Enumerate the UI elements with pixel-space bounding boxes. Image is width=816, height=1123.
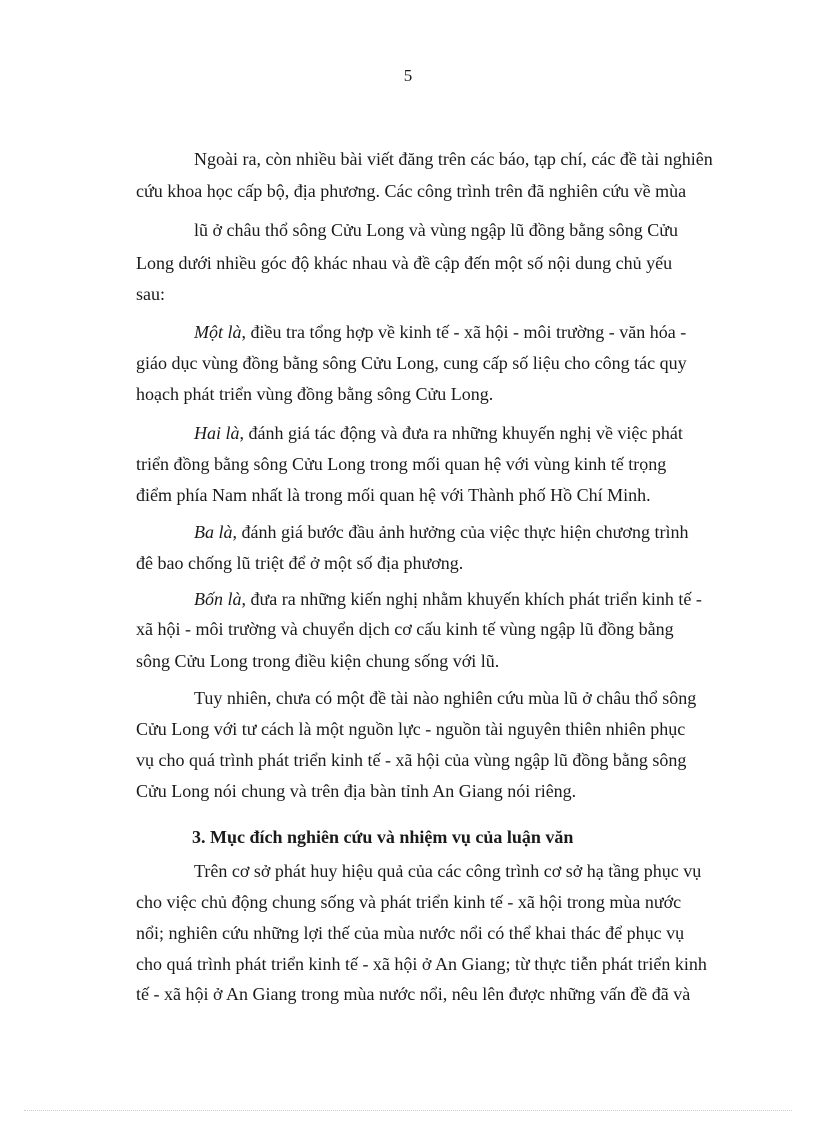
text-line: cứu khoa học cấp bộ, địa phương. Các công trình trên đã nghiên cứu về mùa	[136, 181, 687, 201]
text-line: Ba là, đánh giá bước đầu ảnh hưởng của việc thực hiện chương trình	[194, 522, 689, 542]
text-line: nổi; nghiên cứu những lợi thế của mùa nước nổi có thể khai thác để phục vụ	[136, 923, 685, 943]
text-line: sau:	[136, 284, 165, 304]
text-line: xã hội - môi trường và chuyển dịch cơ cấu kinh tế vùng ngập lũ đồng bằng	[136, 619, 674, 639]
text-line: triển đồng bằng sông Cửu Long trong mối quan hệ với vùng kinh tế trọng	[136, 454, 667, 474]
text-line: Một là, điều tra tổng hợp về kinh tế - xã hội - môi trường - văn hóa -	[194, 322, 687, 342]
text-line: Hai là, đánh giá tác động và đưa ra những khuyến nghị về việc phát	[194, 423, 683, 443]
text-line: Tuy nhiên, chưa có một đề tài nào nghiên cứu mùa lũ ở châu thổ sông	[194, 688, 697, 708]
text-line: Trên cơ sở phát huy hiệu quả của các công trình cơ sở hạ tầng phục vụ	[194, 861, 702, 881]
page-number: 5	[403, 66, 413, 85]
enumerator: Một là	[194, 322, 242, 342]
text-line: hoạch phát triển vùng đồng bằng sông Cửu Long.	[136, 384, 494, 404]
enumerator: Hai là	[194, 423, 240, 443]
text-line: vụ cho quá trình phát triển kinh tế - xã hội của vùng ngập lũ đồng bằng sông	[136, 750, 687, 770]
text-line: Cửu Long với tư cách là một nguồn lực - nguồn tài nguyên thiên nhiên phục	[136, 719, 686, 739]
text-line: Ngoài ra, còn nhiều bài viết đăng trên các báo, tạp chí, các đề tài nghiên	[194, 149, 713, 169]
enumerator: Bốn là	[194, 589, 242, 609]
text-line: Bốn là, đưa ra những kiến nghị nhằm khuyến khích phát triển kinh tế -	[194, 589, 702, 609]
text-line: đê bao chống lũ triệt để ở một số địa phương.	[136, 553, 464, 573]
text-line: sông Cửu Long trong điều kiện chung sống với lũ.	[136, 651, 500, 671]
text-line: lũ ở châu thổ sông Cửu Long và vùng ngập lũ đồng bằng sông Cửu	[194, 220, 678, 240]
text-line: cho quá trình phát triển kinh tế - xã hội ở An Giang; từ thực tiễn phát triển kinh	[136, 954, 707, 974]
text-line: giáo dục vùng đồng bằng sông Cửu Long, cung cấp số liệu cho công tác quy	[136, 353, 687, 373]
page-bottom-rule	[24, 1110, 792, 1111]
text-line: cho việc chủ động chung sống và phát triển kinh tế - xã hội trong mùa nước	[136, 892, 682, 912]
enumerator: Ba là	[194, 522, 233, 542]
text-line: Cửu Long nói chung và trên địa bàn tỉnh An Giang nói riêng.	[136, 781, 577, 801]
section-heading: 3. Mục đích nghiên cứu và nhiệm vụ của luận văn	[192, 827, 574, 847]
text-line: tế - xã hội ở An Giang trong mùa nước nổi, nêu lên được những vấn đề đã và	[136, 984, 691, 1004]
text-line: điểm phía Nam nhất là trong mối quan hệ với Thành phố Hồ Chí Minh.	[136, 485, 651, 505]
text-line: Long dưới nhiều góc độ khác nhau và đề cập đến một số nội dung chủ yếu	[136, 253, 673, 273]
